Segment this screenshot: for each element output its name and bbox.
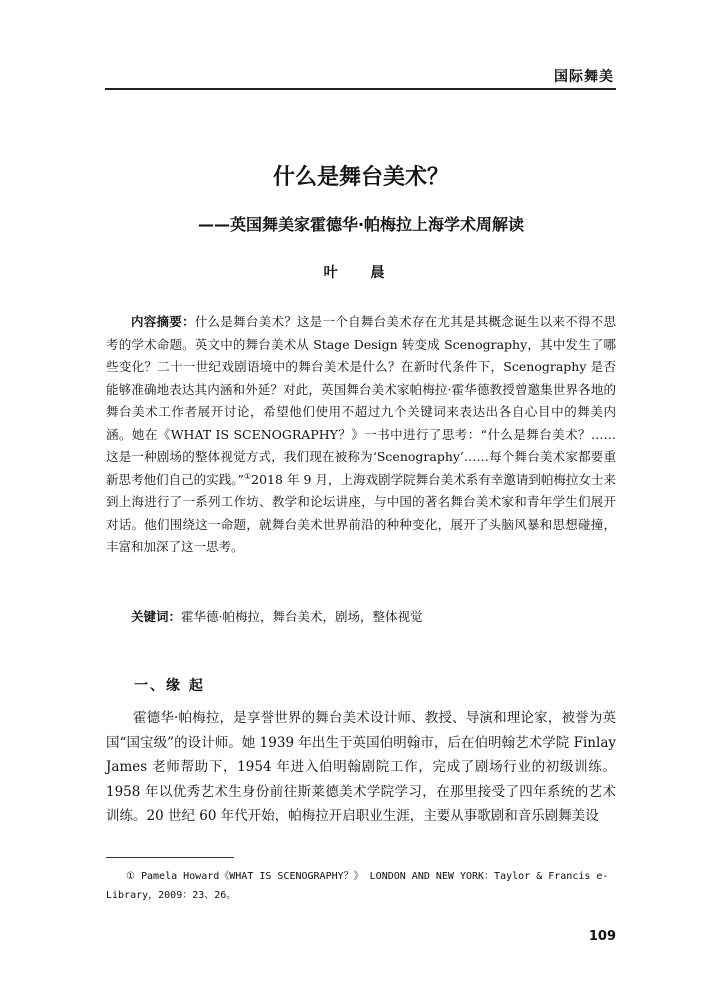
keywords	[106, 606, 616, 628]
abstract	[106, 311, 616, 559]
page-number: 109	[588, 929, 616, 944]
article-title: 什么是舞台美术？	[272, 165, 449, 190]
body-paragraph: 霍德华·帕梅拉，是享誉世界的舞台美术设计师、教授、导演和理论家，被誉为英国“国宝级”的设计师。她 1939 年出生于英国伯明翰市，后在伯明翰艺术学院 Finlay James 老师帮助下，1954 年进入伯明翰剧院工作，完成了剧场行业的初级训练。1958 年以优秀艺术生身份前往斯莱德美术学院学习，在那里接受了四年系统的艺术训练。20 世纪 60 年代开始，帕梅拉开启职业生涯，主要从事歌剧和音乐剧舞美设	[106, 710, 616, 825]
journal-section-label: 国际舞美	[554, 69, 614, 85]
abstract-text-part-2: 2018 年 9 月，上海戏剧学院舞台美术系有幸邀请到帕梅拉女士来到上海进行了一系列工作坊、教学和论坛讲座，与中国的著名舞台美术家和青年学生们展开对话。他们围绕这一命题，就舞台美术世界前沿的种种变化，展开了头脑风暴和思想碰撞，丰富和加深了这一思考。	[106, 471, 617, 554]
article-author: 叶 晨	[323, 265, 399, 281]
keywords-text: 霍华德·帕梅拉，舞台美术，剧场，整体视觉	[181, 609, 423, 624]
running-header	[105, 58, 616, 90]
footnote-reference-mark[interactable]: ①	[243, 471, 252, 481]
section-heading: 一、缘 起	[134, 678, 205, 694]
article-subtitle: ——英国舞美家霍德华·帕梅拉上海学术周解读	[197, 215, 525, 234]
abstract-label: 内容摘要：	[131, 314, 195, 329]
footnote-divider	[106, 857, 234, 858]
keywords-label: 关键词：	[131, 609, 182, 624]
footnote: ① Pamela Howard《WHAT IS SCENOGRAPHY？》 LONDON AND NEW YORK：Taylor & Francis e-Library，2009：23、26。	[106, 871, 609, 901]
abstract-text-part-1: 什么是舞台美术？这是一个自舞台美术存在尤其是其概念诞生以来不得不思考的学术命题。英文中的舞台美术从 Stage Design 转变成 Scenography，其中发生了哪些变化？二十一世纪戏剧语境中的舞台美术是什么？在新时代条件下，Scenography 是否能够准确地表达其内涵和外延？对此，英国舞台美术家帕梅拉·霍华德教授曾邀集世界各地的舞台美术工作者展开讨论，希望他们使用不超过九个关键词来表达出各自心目中的舞美内涵。她在《WHAT IS SCENOGRAPHY？》一书中进行了思考：“什么是舞台美术？……这是一种剧场的整体视觉方式，我们现在被称为‘Scenography’……每个舞台美术家都要重新思考他们自己的实践。”	[106, 314, 616, 487]
